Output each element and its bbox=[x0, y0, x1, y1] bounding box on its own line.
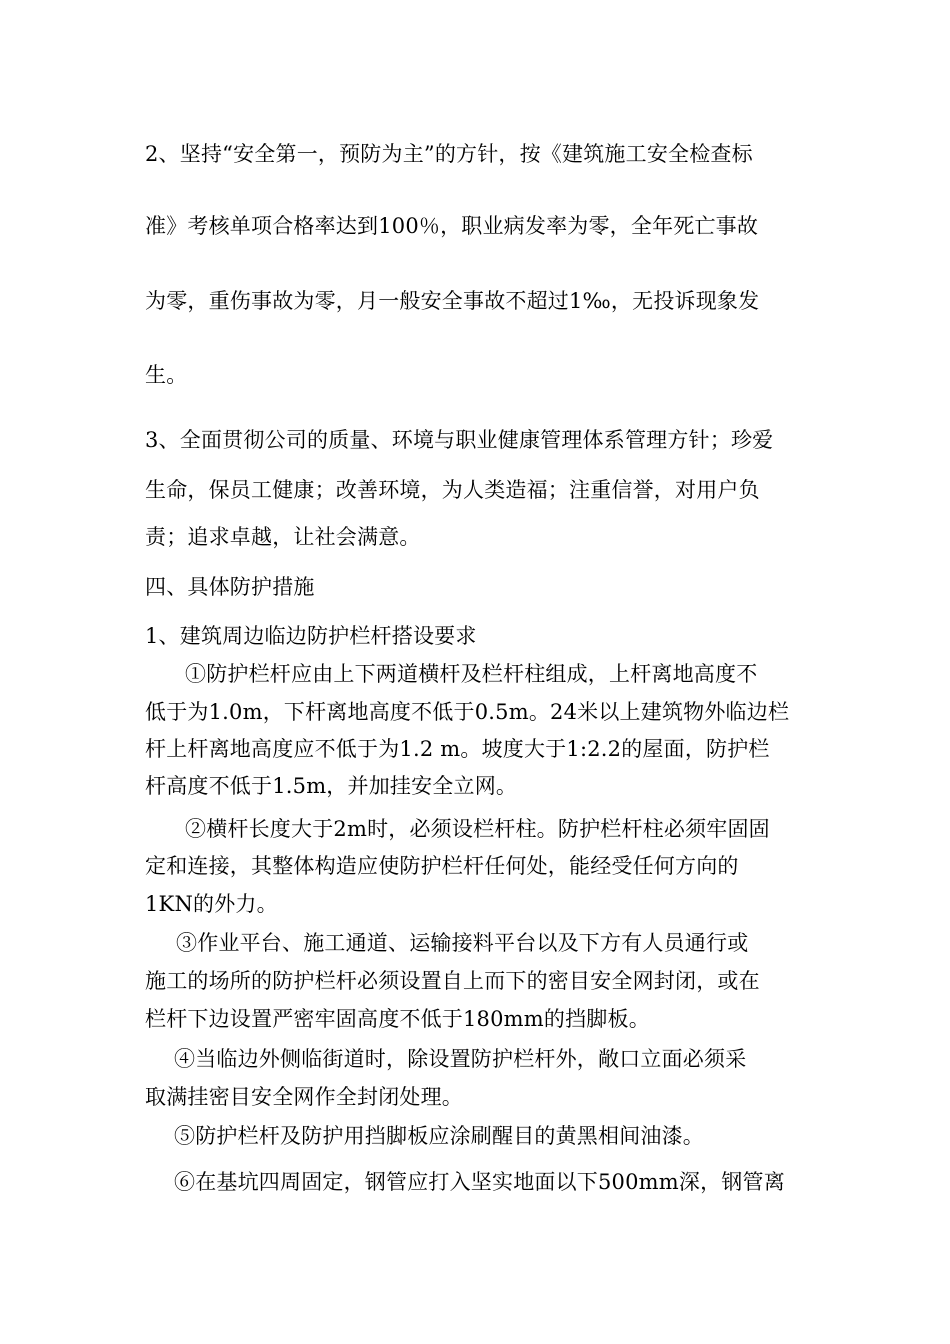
measure2-line-1: ②横杆长度大于2m时，必须设栏杆柱。防护栏杆柱必须牢固固 bbox=[185, 817, 770, 841]
measure2-line-2: 定和连接，其整体构造应使防护栏杆任何处，能经受任何方向的 bbox=[145, 854, 739, 878]
item2-line-4: 生。 bbox=[145, 363, 188, 387]
item2-line-2: 准》考核单项合格率达到100％，职业病发率为零，全年死亡事故 bbox=[145, 214, 759, 238]
item2-line-1: 2、坚持“安全第一，预防为主”的方针，按《建筑施工安全检查标 bbox=[145, 142, 753, 166]
item3-line-2: 生命，保员工健康；改善环境，为人类造福；注重信誉，对用户负 bbox=[145, 478, 760, 502]
measure1-line-4: 杆高度不低于1.5m，并加挂安全立网。 bbox=[145, 774, 518, 798]
measure1-line-1: ①防护栏杆应由上下两道横杆及栏杆柱组成，上杆离地高度不 bbox=[185, 662, 758, 686]
measure3-line-1: ③作业平台、施工通道、运输接料平台以及下方有人员通行或 bbox=[176, 931, 749, 955]
measure4-line-1: ④当临边外侧临街道时，除设置防护栏杆外，敞口立面必须采 bbox=[174, 1047, 747, 1071]
measure5-line-1: ⑤防护栏杆及防护用挡脚板应涂刷醒目的黄黑相间油漆。 bbox=[174, 1124, 704, 1148]
measure1-line-2: 低于为1.0m，下杆离地高度不低于0.5m。24米以上建筑物外临边栏 bbox=[145, 700, 790, 724]
measure3-line-3: 栏杆下边设置严密牢固高度不低于180mm的挡脚板。 bbox=[145, 1007, 650, 1031]
section-heading: 四、具体防护措施 bbox=[145, 575, 315, 599]
measure2-line-3: 1KN的外力。 bbox=[145, 892, 278, 916]
item3-line-3: 责；追求卓越，让社会满意。 bbox=[145, 525, 421, 549]
subsection-heading: 1、建筑周边临边防护栏杆搭设要求 bbox=[145, 624, 477, 648]
measure3-line-2: 施工的场所的防护栏杆必须设置自上而下的密目安全网封闭，或在 bbox=[145, 969, 760, 993]
item2-line-3: 为零，重伤事故为零，月一般安全事故不超过1‰，无投诉现象发 bbox=[145, 289, 760, 313]
measure1-line-3: 杆上杆离地高度应不低于为1.2 m。坡度大于1:2.2的屋面，防护栏 bbox=[145, 737, 770, 761]
item3-line-1: 3、全面贯彻公司的质量、环境与职业健康管理体系管理方针；珍爱 bbox=[145, 428, 774, 452]
measure4-line-2: 取满挂密目安全网作全封闭处理。 bbox=[145, 1085, 463, 1109]
measure6-line-1: ⑥在基坑四周固定，钢管应打入坚实地面以下500mm深，钢管离 bbox=[174, 1170, 785, 1194]
